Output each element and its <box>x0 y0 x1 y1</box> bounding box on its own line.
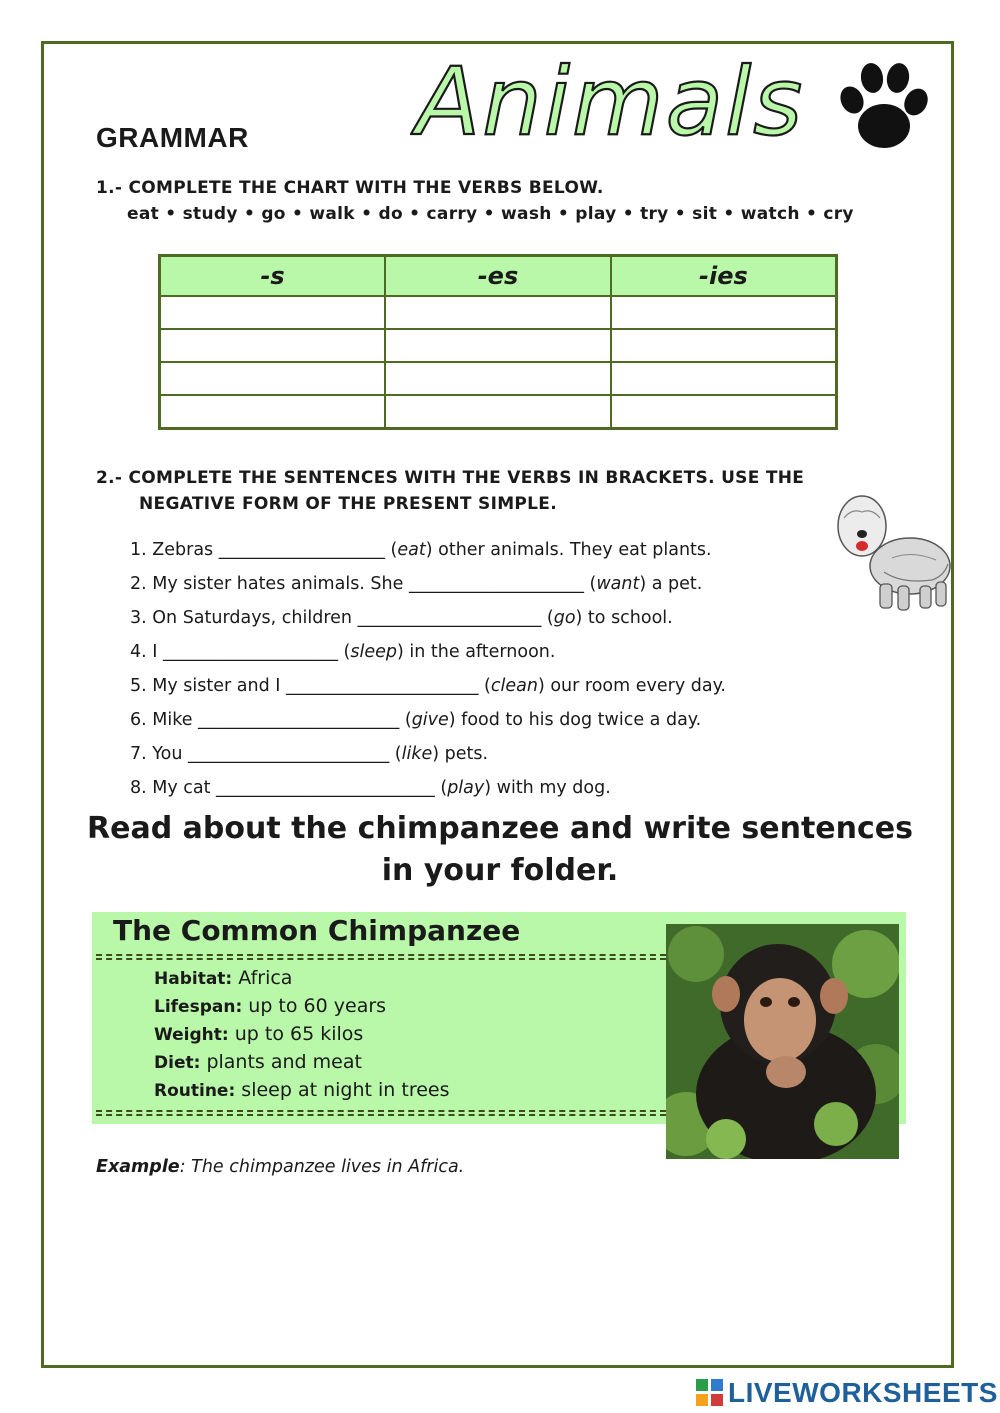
chart-header-es: -es <box>385 256 611 297</box>
fact-item: Lifespan: up to 60 years <box>154 995 387 1017</box>
chart-header-s: -s <box>160 256 386 297</box>
chart-cell-input[interactable] <box>611 296 837 329</box>
brand-name: LIVEWORKSHEETS <box>728 1377 998 1408</box>
chart-cell-input[interactable] <box>385 362 611 395</box>
chart-cell-input[interactable] <box>385 329 611 362</box>
sentence-item[interactable]: 1. Zebras ___________________ (eat) other animals. They eat plants. <box>130 540 712 560</box>
liveworksheets-grid-icon <box>696 1379 724 1407</box>
sentence-item[interactable]: 2. My sister hates animals. She ____________________ (want) a pet. <box>130 574 703 594</box>
fact-card-title: The Common Chimpanzee <box>113 914 521 947</box>
chart-cell-input[interactable] <box>160 329 386 362</box>
fact-item: Diet: plants and meat <box>154 1051 362 1073</box>
chart-cell-input[interactable] <box>160 296 386 329</box>
chart-cell-input[interactable] <box>611 329 837 362</box>
liveworksheets-logo <box>696 1376 998 1410</box>
chart-cell-input[interactable] <box>160 362 386 395</box>
reading-heading <box>60 808 940 892</box>
sentence-item[interactable]: 3. On Saturdays, children _____________________ (go) to school. <box>130 608 673 628</box>
sentence-list <box>130 536 850 808</box>
reading-heading-line1: Read about the chimpanzee and write sentences <box>87 811 913 846</box>
chart-header-row <box>160 256 837 297</box>
chimpanzee-photo <box>666 924 899 1159</box>
chart-row <box>160 395 837 429</box>
sheepdog-illustration <box>832 488 954 618</box>
chart-cell-input[interactable] <box>160 395 386 429</box>
fact-item: Routine: sleep at night in trees <box>154 1079 450 1101</box>
exercise2-instruction-line2: NEGATIVE FORM OF THE PRESENT SIMPLE. <box>139 494 557 514</box>
double-dashed-divider <box>96 954 666 960</box>
worksheet-title <box>410 52 830 152</box>
exercise1-instruction: 1.- COMPLETE THE CHART WITH THE VERBS BELOW. <box>96 178 604 198</box>
sentence-item[interactable]: 8. My cat _________________________ (play) with my dog. <box>130 778 611 798</box>
fact-list <box>154 964 450 1104</box>
example-sentence: Example: The chimpanzee lives in Africa. <box>96 1157 465 1177</box>
sentence-item[interactable]: 7. You _______________________ (like) pets. <box>130 744 489 764</box>
chart-cell-input[interactable] <box>385 395 611 429</box>
paw-print-icon <box>836 58 930 154</box>
verb-chart <box>158 254 838 430</box>
section-heading-grammar: GRAMMAR <box>96 122 249 153</box>
double-dashed-divider <box>96 1110 666 1116</box>
chart-row <box>160 362 837 395</box>
verb-list: eat • study • go • walk • do • carry • wash • play • try • sit • watch • cry <box>127 204 854 224</box>
sentence-item[interactable]: 5. My sister and I ______________________ (clean) our room every day. <box>130 676 726 696</box>
sentence-item[interactable]: 6. Mike _______________________ (give) food to his dog twice a day. <box>130 710 702 730</box>
chart-cell-input[interactable] <box>611 362 837 395</box>
chart-row <box>160 296 837 329</box>
title-text: Animals <box>416 52 805 152</box>
fact-item: Weight: up to 65 kilos <box>154 1023 364 1045</box>
chart-header-ies: -ies <box>611 256 837 297</box>
chart-cell-input[interactable] <box>611 395 837 429</box>
fact-item: Habitat: Africa <box>154 967 293 989</box>
sentence-item[interactable]: 4. I ____________________ (sleep) in the afternoon. <box>130 642 556 662</box>
chart-cell-input[interactable] <box>385 296 611 329</box>
reading-heading-line2: in your folder. <box>381 853 619 888</box>
chart-row <box>160 329 837 362</box>
exercise2-instruction-line1: 2.- COMPLETE THE SENTENCES WITH THE VERBS IN BRACKETS. USE THE <box>96 468 805 488</box>
